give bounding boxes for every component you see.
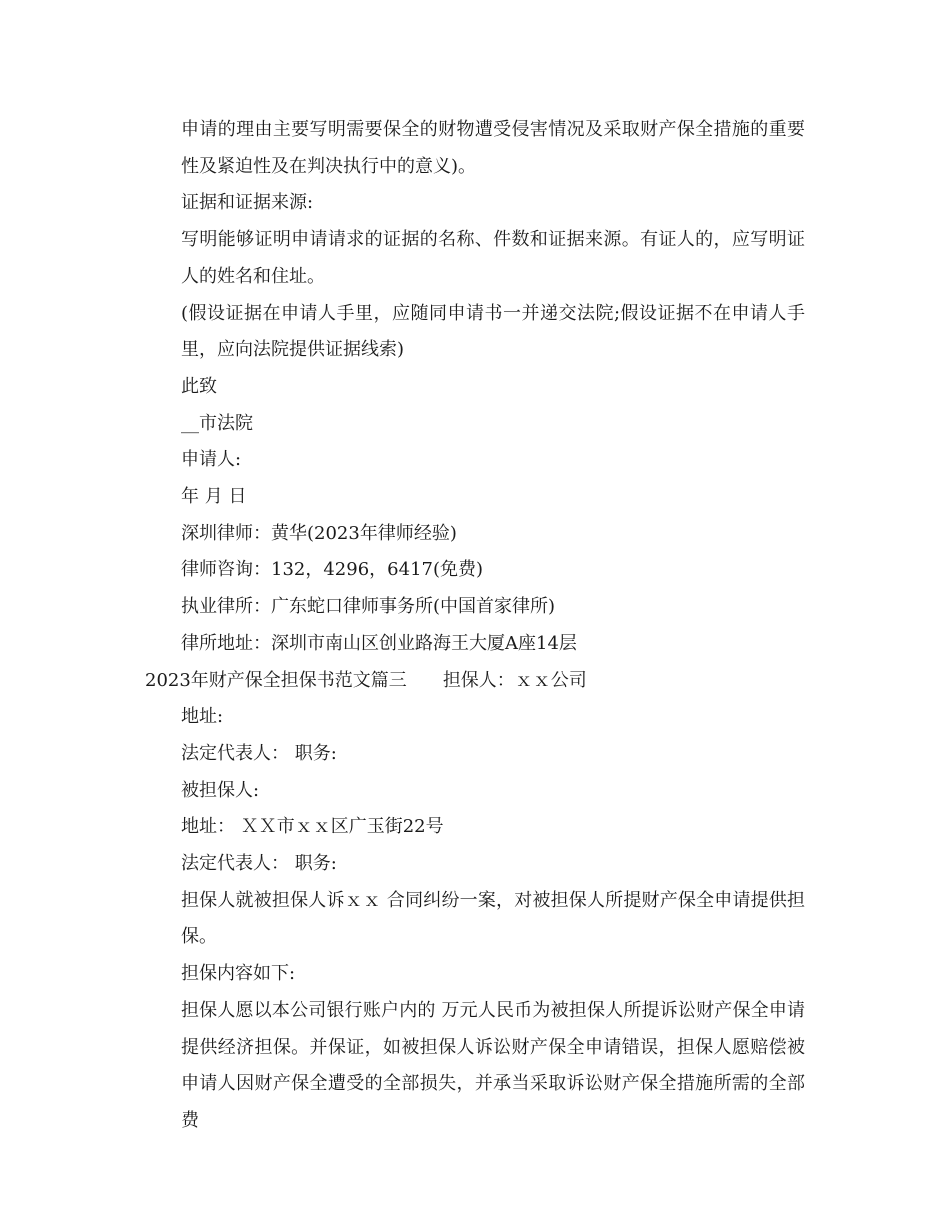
section-title: 2023年财产保全担保书范文篇三: [145, 669, 407, 691]
heading-guarantee-content: 担保内容如下:: [181, 963, 296, 985]
paragraph-guarantee-statement: 担保人就被担保人诉ｘｘ 合同纠纷一案，对被担保人所提财产保全申请提供担保。: [181, 889, 805, 948]
applicant-line: 申请人:: [181, 449, 242, 471]
paragraph-guarantee-content: 担保人愿以本公司银行账户内的 万元人民币为被担保人所提诉讼财产保全申请提供经济担保。并保证，如被担保人诉讼财产保全申请错误，担保人愿赔偿被申请人因财产保全遭受的全部损失，并承当采取诉讼财产保全措施所需的全部费: [181, 999, 805, 1131]
guarantor-representative: 法定代表人： 职务:: [181, 742, 337, 764]
guaranteed-party-representative: 法定代表人： 职务:: [181, 853, 337, 875]
document-page: [145, 112, 805, 1140]
guarantor-line: 担保人：ｘｘ公司: [442, 669, 587, 691]
section-title-line: [145, 663, 805, 700]
salutation: 此致: [181, 375, 217, 397]
law-firm-address: 律所地址：深圳市南山区创业路海王大厦A座14层: [181, 632, 577, 654]
court-name: __市法院: [181, 412, 253, 434]
paragraph-application-reason: 申请的理由主要写明需要保全的财物遭受侵害情况及采取财产保全措施的重要性及紧迫性及在判决执行中的意义)。: [181, 119, 805, 177]
paragraph-evidence-description: 写明能够证明申请请求的证据的名称、件数和证据来源。有证人的，应写明证人的姓名和住址。: [181, 229, 805, 287]
guaranteed-party-address: 地址： ＸＸ市ｘｘ区广玉街22号: [181, 816, 444, 838]
heading-evidence: 证据和证据来源:: [181, 192, 314, 214]
guaranteed-party: 被担保人:: [181, 779, 260, 801]
law-firm: 执业律所：广东蛇口律师事务所(中国首家律所): [181, 596, 556, 618]
lawyer-name: 深圳律师：黄华(2023年律师经验): [181, 522, 457, 544]
guarantor-address: 地址:: [181, 706, 224, 728]
lawyer-phone: 律师咨询：132，4296，6417(免费): [181, 559, 484, 581]
paragraph-evidence-note: (假设证据在申请人手里，应随同申请书一并递交法院;假设证据不在申请人手里，应向法院提供证据线索): [181, 302, 805, 361]
date-line: 年 月 日: [181, 486, 247, 508]
